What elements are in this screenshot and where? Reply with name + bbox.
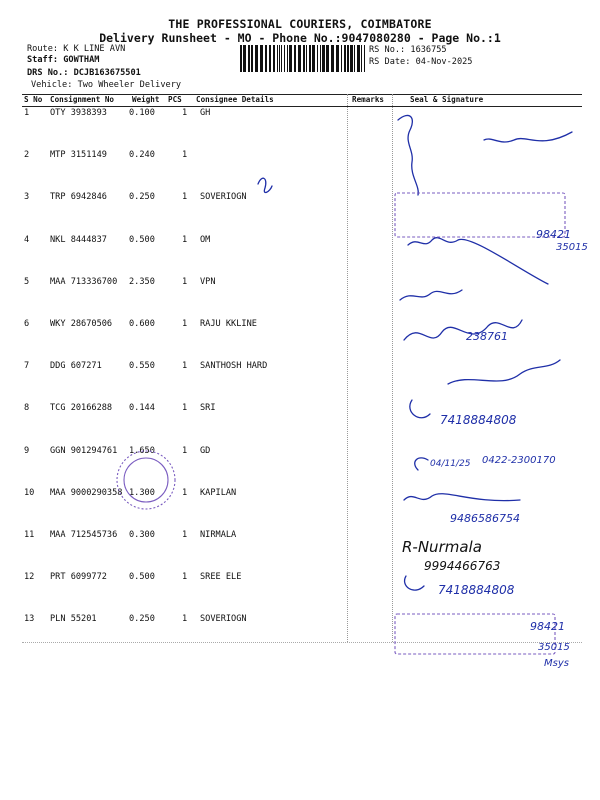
hand-r8-phone: 7418884808 [440, 413, 517, 427]
barcode-bar [341, 45, 342, 72]
row-weight: 0.144 [129, 403, 155, 414]
col-consignee: Consignee Details [196, 95, 274, 104]
barcode-image [240, 45, 365, 72]
row-consignee: SOVERIOGN [200, 192, 247, 203]
row-consignee: SANTHOSH HARD [200, 361, 268, 372]
barcode-bar [284, 45, 285, 72]
row-consignment-no: WKY 28670506 [50, 319, 113, 329]
barcode-bar [309, 45, 311, 72]
row-consignment-no: MAA 712545736 [50, 530, 118, 540]
row-consignee: SREE ELE [200, 572, 242, 583]
hand-r11-phone: 9994466763 [424, 559, 501, 573]
barcode-bar [289, 45, 292, 72]
row-weight: 0.240 [129, 150, 155, 161]
row-consignee: KAPILAN [200, 487, 237, 498]
hand-r13-phone: 98421 [530, 620, 565, 633]
table-row [22, 572, 582, 614]
table-row [22, 235, 582, 277]
barcode-bar [331, 45, 334, 72]
col-consignment: Consignment No [50, 95, 115, 104]
row-consignment-no: PLN 55201 [50, 614, 97, 625]
barcode-bar [273, 45, 275, 72]
row-sno: 9 [24, 445, 30, 456]
row-pcs: 1 [182, 150, 188, 161]
row-sno: 3 [24, 192, 30, 203]
row-sno: 4 [24, 234, 30, 245]
table-row [22, 108, 582, 150]
row-pcs: 1 [182, 234, 188, 245]
row-consignee: GH [200, 108, 211, 118]
rs-number: RS No.: 1636755 [369, 45, 447, 55]
col-pcs: PCS [168, 95, 182, 104]
row-sno: 7 [24, 361, 30, 372]
row-consignment-no: MTP 3151149 [50, 150, 107, 161]
table-row [22, 488, 582, 530]
barcode-bar [317, 45, 318, 72]
row-sno: 8 [24, 403, 30, 414]
hand-r13-phone2: 35015 [538, 642, 570, 653]
row-pcs: 1 [182, 530, 188, 540]
barcode-bar [326, 45, 329, 72]
row-consignee: NIRMALA [200, 530, 237, 540]
row-consignment-no: PRT 6099772 [50, 572, 107, 583]
row-pcs: 1 [182, 572, 188, 583]
row-pcs: 1 [182, 614, 188, 625]
barcode-bar [281, 45, 282, 72]
row-sno: 10 [24, 487, 35, 498]
barcode-bar [240, 45, 242, 72]
hand-r9-date: 04/11/25 [430, 459, 471, 469]
barcode-bar [336, 45, 339, 72]
row-weight: 0.100 [129, 108, 155, 118]
table-bottom-rule [22, 642, 582, 643]
row-pcs: 1 [182, 108, 188, 118]
route-label: Route: K K LINE AVN [27, 44, 126, 54]
row-pcs: 1 [182, 487, 188, 498]
barcode-bar [320, 45, 321, 72]
company-title: THE PROFESSIONAL COURIERS, COIMBATORE [168, 17, 432, 31]
row-pcs: 1 [182, 403, 188, 414]
row-pcs: 1 [182, 192, 188, 203]
row-consignee: SOVERIOGN [200, 614, 247, 625]
row-consignee: OM [200, 234, 211, 245]
col-remarks: Remarks [352, 95, 385, 104]
table-row [22, 277, 582, 319]
barcode-bar [269, 45, 271, 72]
barcode-bar [243, 45, 246, 72]
barcode-bar [303, 45, 305, 72]
barcode-bar [255, 45, 258, 72]
row-consignee: RAJU KKLINE [200, 319, 257, 329]
col-seal-signature: Seal & Signature [410, 95, 484, 104]
table-row [22, 530, 582, 572]
barcode-bar [350, 45, 353, 72]
table-header [22, 94, 582, 107]
vehicle-label: Vehicle: Two Wheeler Delivery [31, 80, 182, 90]
barcode-bar [251, 45, 253, 72]
row-consignment-no: TRP 6942846 [50, 192, 107, 203]
row-weight: 2.350 [129, 276, 155, 287]
hand-r12-phone: 7418884808 [438, 583, 515, 597]
row-consignee: SRI [200, 403, 216, 414]
barcode-bar [248, 45, 250, 72]
barcode-bar [361, 45, 362, 72]
hand-r9-phone: 0422-2300170 [482, 455, 556, 466]
row-weight: 0.500 [129, 234, 155, 245]
table-row [22, 614, 582, 656]
hand-r10-phone: 9486586754 [450, 512, 520, 525]
row-consignee: GD [200, 445, 211, 456]
barcode-bar [279, 45, 280, 72]
row-pcs: 1 [182, 361, 188, 372]
row-consignment-no: MAA 713336700 [50, 276, 118, 287]
hand-r13-sign: Msys [544, 658, 569, 669]
barcode-bar [287, 45, 288, 72]
table-row [22, 192, 582, 234]
row-consignment-no: GGN 901294761 [50, 445, 118, 456]
row-consignment-no: DDG 607271 [50, 361, 102, 372]
row-consignment-no: MAA 9000290358 [50, 487, 123, 498]
barcode-bar [347, 45, 349, 72]
row-sno: 1 [24, 108, 30, 118]
row-sno: 13 [24, 614, 35, 625]
row-weight: 0.300 [129, 530, 155, 540]
staff-label: Staff: GOWTHAM [27, 55, 100, 65]
row-sno: 12 [24, 572, 35, 583]
table-row [22, 319, 582, 361]
row-sno: 11 [24, 530, 35, 540]
barcode-bar [265, 45, 267, 72]
rs-date: RS Date: 04-Nov-2025 [369, 57, 473, 67]
barcode-bar [312, 45, 315, 72]
barcode-bar [306, 45, 307, 72]
row-weight: 0.600 [129, 319, 155, 329]
row-pcs: 1 [182, 445, 188, 456]
row-weight: 0.550 [129, 361, 155, 372]
barcode-bar [364, 45, 365, 72]
table-row [22, 446, 582, 488]
row-consignment-no: TCG 20166288 [50, 403, 113, 414]
row-weight: 0.250 [129, 614, 155, 625]
row-weight: 1.300 [129, 487, 155, 498]
row-weight: 1.650 [129, 445, 155, 456]
row-consignee: VPN [200, 276, 216, 287]
table-row [22, 361, 582, 403]
row-pcs: 1 [182, 276, 188, 287]
row-consignment-no: NKL 8444837 [50, 234, 107, 245]
row-sno: 6 [24, 319, 30, 329]
row-sno: 5 [24, 276, 30, 287]
hand-r4-phone: 98421 [536, 228, 571, 241]
barcode-bar [344, 45, 346, 72]
table-row [22, 150, 582, 192]
drs-number: DRS No.: DCJB163675501 [27, 68, 141, 78]
hand-r6-phone: 238761 [466, 330, 508, 343]
runsheet-subtitle: Delivery Runsheet - MO - Phone No.:9047080280 - Page No.:1 [99, 31, 501, 45]
hand-r11-name: R-Nurmala [402, 538, 482, 556]
col-weight: Weight [132, 95, 160, 104]
barcode-bar [298, 45, 301, 72]
row-consignment-no: OTY 3938393 [50, 108, 107, 118]
row-pcs: 1 [182, 319, 188, 329]
col-sno: S No [24, 95, 43, 104]
barcode-bar [357, 45, 360, 72]
table-row [22, 403, 582, 445]
hand-r4-phone2: 35015 [556, 242, 588, 253]
row-weight: 0.500 [129, 572, 155, 583]
barcode-bar [322, 45, 325, 72]
barcode-bar [294, 45, 296, 72]
barcode-bar [260, 45, 263, 72]
row-sno: 2 [24, 150, 30, 161]
row-weight: 0.250 [129, 192, 155, 203]
barcode-bar [277, 45, 278, 72]
barcode-bar [354, 45, 355, 72]
